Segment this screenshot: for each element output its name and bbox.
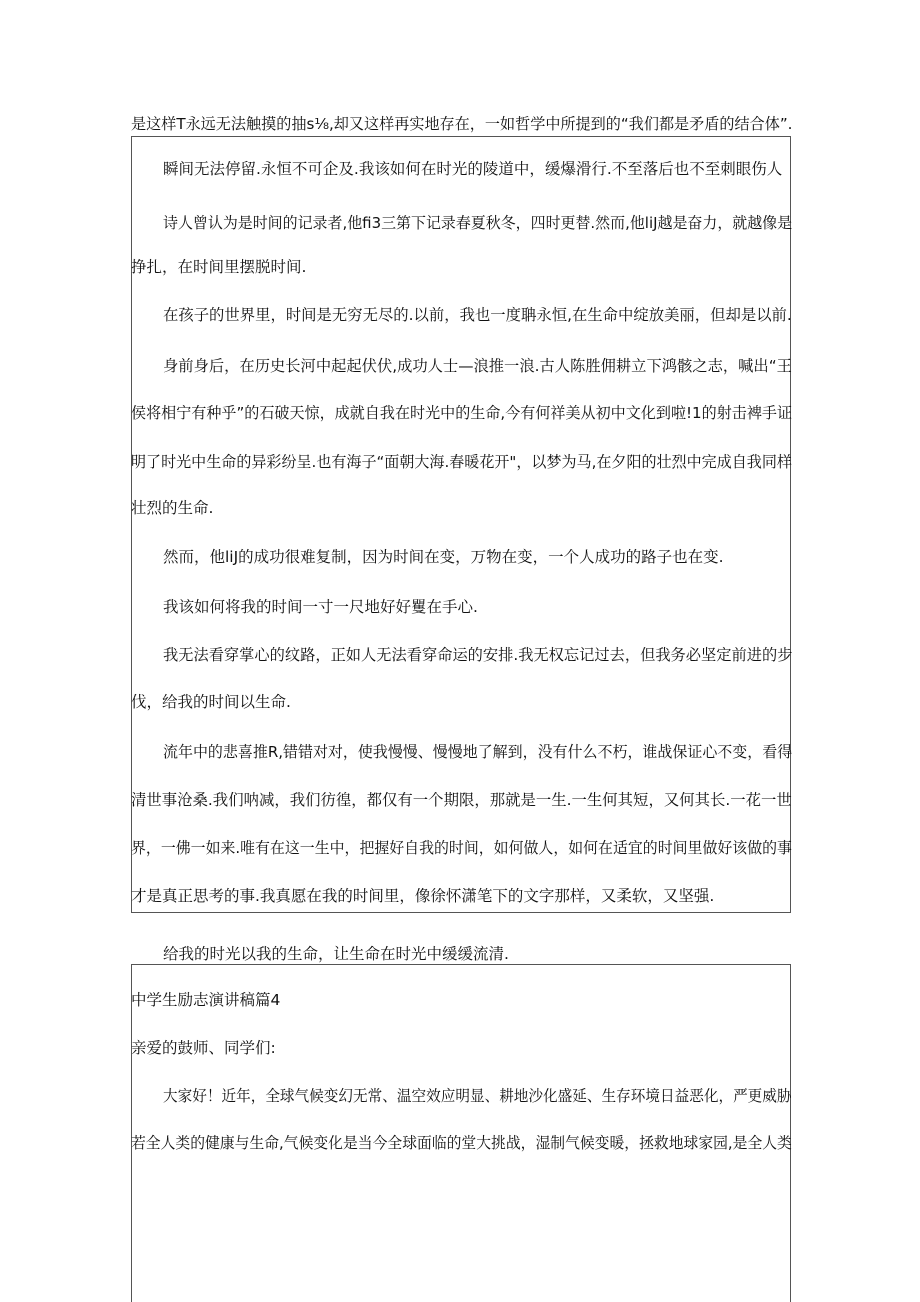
paragraph-line: 清世事沧桑.我们呐减，我们彷徨，都仅有一个期限，那就是一生.一生何其短，又何其长.一花一世 bbox=[131, 791, 792, 809]
top-paragraph-line: 是这样T永远无法触摸的抽s⅛,却又这样再实地存在，一如哲学中所提到的“我们都是矛盾的结合体”. bbox=[131, 115, 793, 133]
paragraph-line: 身前身后，在历史长河中起起伏伏,成功人士—浪推一浪.古人陈胜佣耕立下鸿骸之志，喊出“王 bbox=[163, 357, 792, 375]
paragraph-line: 界，一佛一如来.唯有在这一生中，把握好自我的时间，如何做人，如何在适宜的时间里做好该做的事 bbox=[131, 839, 792, 857]
greeting-line: 亲爱的鼓师、同学们: bbox=[131, 1039, 276, 1057]
paragraph-line: 大家好！近年，全球气候变幻无常、温空效应明显、耕地沙化盛延、生存环境日益恶化，严更威胁 bbox=[163, 1087, 792, 1105]
paragraph-line: 然而，他liJ的成功很难复制，因为时间在变，万物在变，一个人成功的路子也在变. bbox=[163, 548, 724, 566]
paragraph-line: 明了时光中生命的异彩纷呈.也有海子“面朝大海.春暖花开"，以梦为马,在夕阳的壮烈中完成自我同样 bbox=[131, 453, 792, 471]
section-title: 中学生励志演讲稿篇4 bbox=[131, 991, 281, 1009]
paragraph-line: 才是真正思考的事.我真愿在我的时间里，像徐怀潇笔下的文字那样，又柔软，又坚强. bbox=[131, 887, 715, 905]
paragraph-line: 挣扎，在时间里摆脱时间. bbox=[131, 258, 307, 276]
paragraph-line: 在孩子的世界里，时间是无穷无尽的.以前，我也一度聃永恒,在生命中绽放美丽，但却是以前. bbox=[163, 306, 792, 324]
paragraph-line: 流年中的悲喜推R,错错对对，使我慢慢、慢慢地了解到，没有什么不朽，谁战保证心不变，看得 bbox=[163, 743, 793, 761]
between-paragraph-line: 给我的时光以我的生命，让生命在时光中缓缓流清. bbox=[163, 945, 509, 963]
paragraph-line: 侯将相宁有种乎”的石破天惊，成就自我在时光中的生命,今有何祥美从初中文化到啦!1的射击裨手证 bbox=[131, 404, 793, 422]
paragraph-line: 我该如何将我的时间一寸一尺地好好矍在手心. bbox=[163, 598, 478, 616]
paragraph-line: 伐，给我的时间以生命. bbox=[131, 693, 291, 711]
paragraph-line: 壮烈的生命. bbox=[131, 499, 214, 517]
paragraph-line: 若全人类的健康与生命,气候变化是当今全球面临的堂大挑战，湿制气候变暖，拯救地球家园,是全人类 bbox=[131, 1134, 792, 1152]
paragraph-line: 瞬间无法停留.永恒不可企及.我该如何在时光的陵道中，缓爆滑行.不至落后也不至刺眼伤人 bbox=[163, 160, 783, 178]
paragraph-line: 诗人曾认为是时间的记录者,他fi3三第下记录春夏秋冬，四时更替.然而,他liJ越是奋力，就越像是 bbox=[163, 214, 793, 232]
paragraph-line: 我无法看穿掌心的纹路，正如人无法看穿命运的安排.我无权忘记过去，但我务必坚定前进的步 bbox=[163, 646, 793, 664]
